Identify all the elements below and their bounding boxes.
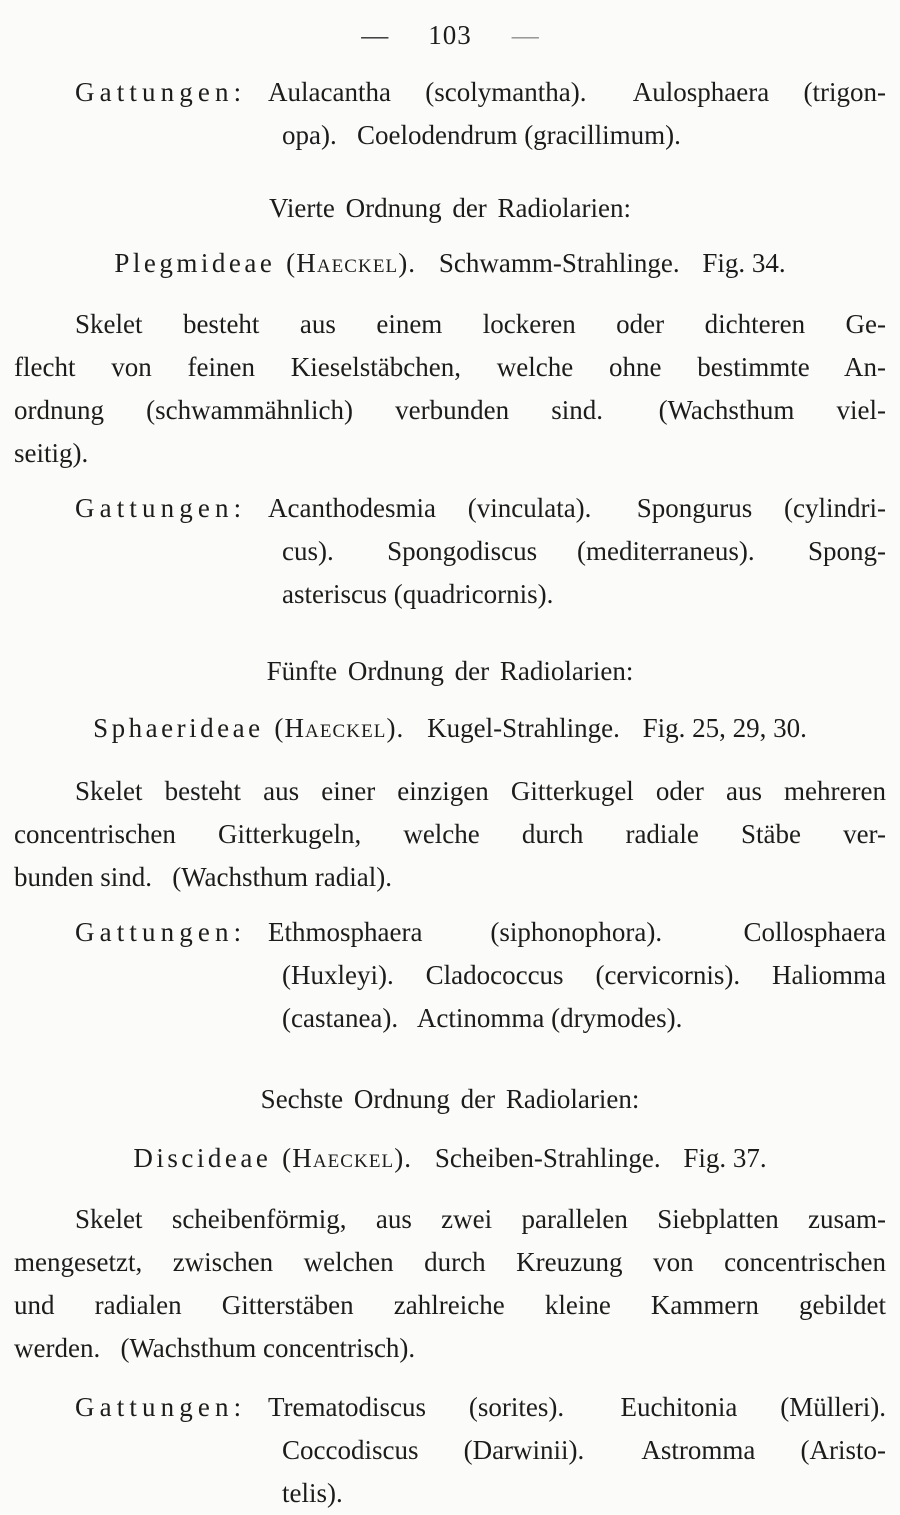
header-dash-right: —: [511, 20, 539, 50]
paragraph-line: concentrischen Gitterkugeln, welche durch radiale Stäbe ver-: [14, 819, 886, 849]
genus-line-continuation: telis).: [282, 1478, 343, 1508]
paragraph-line: Skelet besteht aus einem lockeren oder dichteren Ge-: [75, 309, 886, 339]
paragraph-line: bunden sind. (Wachsthum radial).: [14, 862, 392, 892]
description-paragraph-plegmideae: [14, 303, 886, 475]
family-line-discideae: [14, 1137, 886, 1180]
page-number: 103: [428, 20, 472, 50]
figure-reference: Fig. 34.: [702, 248, 786, 278]
paragraph-line: werden. (Wachsthum concentrisch).: [14, 1333, 416, 1363]
genus-line-first: [75, 71, 886, 114]
family-name: Sphaerideae: [93, 713, 264, 743]
family-common-name: Scheiben-Strahlinge.: [434, 1143, 661, 1173]
paragraph-line: Skelet besteht aus einer einzigen Gitterkugel oder aus mehreren: [75, 776, 886, 806]
family-line-sphaerideae: [14, 707, 886, 750]
genus-line-first: [75, 487, 886, 530]
genus-line-text: Acanthodesmia (vinculata). Spongurus (cylindri-: [268, 493, 886, 523]
genus-line-text: Aulacantha (scolymantha). Aulosphaera (trigon-: [268, 77, 886, 107]
genus-line-text: Ethmosphaera (siphonophora). Collosphaera: [268, 917, 886, 947]
genera-label: Gattungen:: [75, 1392, 247, 1422]
paragraph-line: flecht von feinen Kieselstäbchen, welche ohne bestimmte An-: [14, 352, 886, 382]
genus-line-continuation: Coccodiscus (Darwinii). Astromma (Aristo-: [282, 1435, 886, 1465]
paragraph-line: mengesetzt, zwischen welchen durch Kreuzung von concentrischen: [14, 1247, 886, 1277]
genera-block-plegmideae: [14, 487, 886, 616]
genera-label: Gattungen:: [75, 493, 247, 523]
paragraph-line: ordnung (schwammähnlich) verbunden sind. (Wachsthum viel-: [14, 395, 886, 425]
order-heading-sechste: Sechste Ordnung der Radiolarien:: [260, 1084, 640, 1114]
family-line-plegmideae: [14, 242, 886, 285]
paragraph-line: und radialen Gitterstäben zahlreiche kleine Kammern gebildet: [14, 1290, 886, 1320]
family-author: (Haeckel).: [286, 248, 417, 278]
genera-label: Gattungen:: [75, 917, 247, 947]
genera-label: Gattungen:: [75, 77, 247, 107]
paragraph-line: seitig).: [14, 438, 89, 468]
family-author: (Haeckel).: [282, 1143, 413, 1173]
order-heading-fuenfte: Fünfte Ordnung der Radiolarien:: [266, 656, 634, 686]
genus-line-first: [75, 1386, 886, 1429]
genus-line-text: Trematodiscus (sorites). Euchitonia (Mülleri).: [268, 1392, 886, 1422]
paragraph-line: Skelet scheibenförmig, aus zwei parallelen Siebplatten zusam-: [75, 1204, 886, 1234]
description-paragraph-discideae: [14, 1198, 886, 1370]
family-common-name: Kugel-Strahlinge.: [427, 713, 620, 743]
genus-line-continuation: opa). Coelodendrum (gracillimum).: [282, 120, 681, 150]
figure-reference: Fig. 25, 29, 30.: [642, 713, 807, 743]
genus-line-continuation: (Huxleyi). Cladococcus (cervicornis). Haliomma: [282, 960, 886, 990]
genera-block-discideae: [14, 1386, 886, 1515]
genus-line-first: [75, 911, 886, 954]
header-dash-left: —: [361, 20, 389, 50]
description-paragraph-sphaerideae: [14, 770, 886, 899]
genera-block-phaeodaria: [14, 71, 886, 157]
genus-line-continuation: asteriscus (quadricornis).: [282, 579, 554, 609]
family-common-name: Schwamm-Strahlinge.: [438, 248, 680, 278]
family-name: Plegmideae: [114, 248, 276, 278]
page-header: [14, 14, 886, 57]
genus-line-continuation: cus). Spongodiscus (mediterraneus). Spong-: [282, 536, 886, 566]
family-name: Discideae: [133, 1143, 272, 1173]
genus-line-continuation: (castanea). Actinomma (drymodes).: [282, 1003, 683, 1033]
order-heading-vierte: Vierte Ordnung der Radiolarien:: [268, 193, 631, 223]
genera-block-sphaerideae: [14, 911, 886, 1040]
figure-reference: Fig. 37.: [683, 1143, 767, 1173]
family-author: (Haeckel).: [274, 713, 405, 743]
